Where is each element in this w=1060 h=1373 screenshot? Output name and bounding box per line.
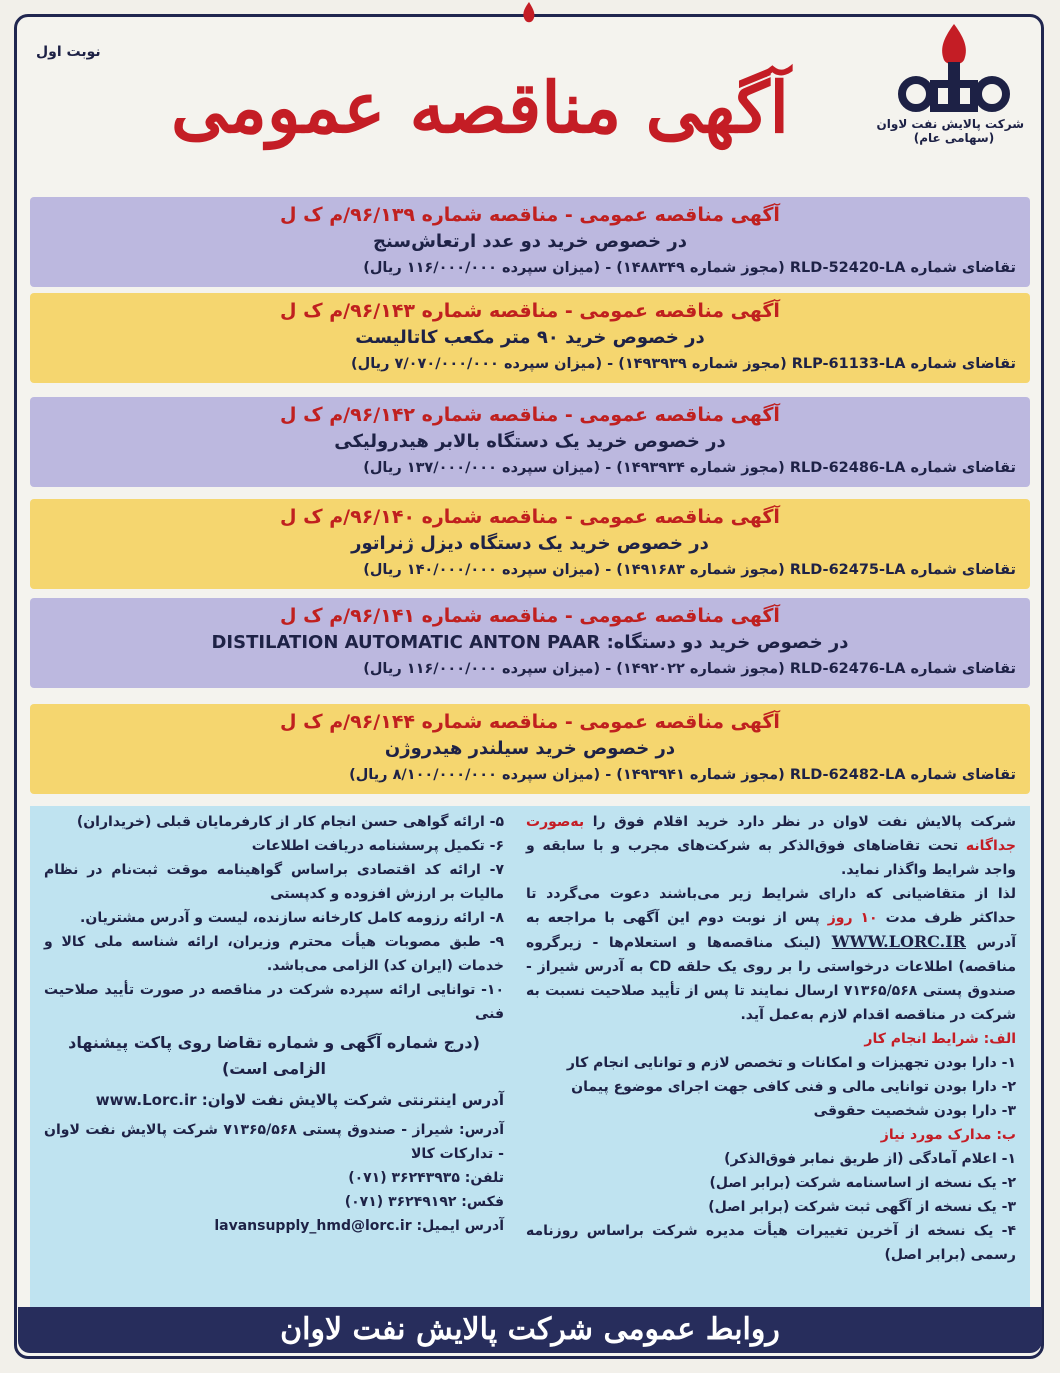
tender-block-139 xyxy=(30,197,1030,287)
fax-row xyxy=(44,1190,504,1214)
footer-banner: روابط عمومی شرکت پالایش نفت لاوان xyxy=(18,1307,1042,1353)
details-section xyxy=(30,806,1030,1311)
document-item: ۱- اعلام آمادگی (از طریق نمابر فوق‌الذکر) xyxy=(724,1151,1016,1167)
document-item: ۷- ارائه کد اقتصادی براساس گواهینامه موقت ثبت‌نام در نظام مالیات بر ارزش افزوده و کدپستی xyxy=(44,862,504,902)
tender-request: تقاضای شماره RLP-61133-LA (مجوز شماره ۱۴۹۳۹۳۹) - (میزان سپرده ۷/۰۷۰/۰۰۰/۰۰۰ ریال) xyxy=(351,356,1016,372)
phone-row xyxy=(44,1166,504,1190)
tender-request: تقاضای شماره RLD-62476-LA (مجوز شماره ۱۴۹۲۰۲۲) - (میزان سپرده ۱۱۶/۰۰۰/۰۰۰ ریال) xyxy=(363,661,1016,677)
intro-text: تحت تقاضاهای فوق‌الذکر به شرکت‌های مجرب و با سابقه و واجد شرایط واگذار نماید. xyxy=(526,838,1016,878)
phone-label: تلفن: xyxy=(464,1170,504,1186)
company-logo xyxy=(876,22,1024,145)
tender-block-142 xyxy=(30,397,1030,487)
details-right-column xyxy=(526,810,1016,1267)
details-left-column xyxy=(44,810,504,1238)
tender-heading: آگهی مناقصه عمومی - مناقصه شماره ۹۶/۱۴۳/م ک ل xyxy=(280,300,780,322)
tender-subject: در خصوص خرید یک دستگاه بالابر هیدرولیکی xyxy=(334,431,726,452)
company-type: (سهامی عام) xyxy=(913,131,995,145)
document-item: ۳- یک نسخه از آگهی ثبت شرکت (برابر اصل) xyxy=(708,1199,1016,1215)
tender-heading: آگهی مناقصه عمومی - مناقصه شماره ۹۶/۱۳۹/م ک ل xyxy=(280,204,780,226)
intro-text: شرکت پالایش نفت لاوان در نظر دارد خرید اقلام فوق را xyxy=(592,814,1016,830)
phone-value: ۳۶۲۴۳۹۳۵ (۰۷۱) xyxy=(348,1170,460,1186)
email-link[interactable]: lavansupply_hmd@lorc.ir xyxy=(214,1218,412,1234)
tender-request: تقاضای شماره RLD-62486-LA (مجوز شماره ۱۴۹۳۹۳۴) - (میزان سپرده ۱۳۷/۰۰۰/۰۰۰ ریال) xyxy=(363,460,1016,476)
internet-label: آدرس اینترنتی شرکت پالایش نفت لاوان: xyxy=(201,1091,504,1109)
invite-text: (لینک مناقصه‌ها و استعلام‌ها - زیرگروه مناقصه) اطلاعات درخواستی را بر روی یک حلقه CD به آدرس شیراز - صندوق پستی ۷۱۳۶۵/۵۶۸ ارسال نمایند تا پس از تأیید صلاحیت نسبت به شرکت در مناقصه اقدام لازم به‌عمل آید. xyxy=(526,935,1016,1023)
intro-paragraph xyxy=(526,810,1016,882)
flame-icon xyxy=(516,0,542,26)
fax-label: فکس: xyxy=(461,1194,504,1210)
round-label: نوبت اول xyxy=(36,44,101,60)
tender-heading: آگهی مناقصه عمومی - مناقصه شماره ۹۶/۱۴۲/م ک ل xyxy=(280,404,780,426)
tender-subject: در خصوص خرید سیلندر هیدروژن xyxy=(384,738,676,759)
document-item: ۱۰- توانایی ارائه سپرده شرکت در مناقصه در صورت تأیید صلاحیت فنی xyxy=(44,982,504,1022)
condition-item: ۱- دارا بودن تجهیزات و امکانات و تخصص لازم و توانایی انجام کار xyxy=(566,1055,1016,1071)
tender-heading: آگهی مناقصه عمومی - مناقصه شماره ۹۶/۱۴۱/م ک ل xyxy=(280,605,780,627)
tender-subject: در خصوص خرید یک دستگاه دیزل ژنراتور xyxy=(351,533,709,554)
tender-heading: آگهی مناقصه عمومی - مناقصه شماره ۹۶/۱۴۴/م ک ل xyxy=(280,711,780,733)
website-link[interactable]: WWW.LORC.IR xyxy=(831,932,966,951)
tender-heading: آگهی مناقصه عمومی - مناقصه شماره ۹۶/۱۴۰/م ک ل xyxy=(280,506,780,528)
document-item: ۵- ارائه گواهی حسن انجام کار از کارفرمایان قبلی (خریداران) xyxy=(76,814,504,830)
condition-item: ۲- دارا بودن توانایی مالی و فنی کافی جهت اجرای موضوع پیمان xyxy=(571,1079,1016,1095)
document-item: ۶- تکمیل پرسشنامه دریافت اطلاعات xyxy=(251,838,504,854)
email-label: آدرس ایمیل: xyxy=(416,1218,504,1234)
invite-text: لذا از متقاضیانی که دارای شرایط زیر می‌باشند دعوت می‌گردد تا حداکثر ظرف مدت xyxy=(526,886,1017,926)
conditions-title: الف: شرایط انجام کار xyxy=(864,1031,1016,1047)
tender-request: تقاضای شماره RLD-52420-LA (مجوز شماره ۱۴۸۸۳۴۹) - (میزان سپرده ۱۱۶/۰۰۰/۰۰۰ ریال) xyxy=(363,260,1016,276)
tender-subject: در خصوص خرید دو دستگاه: DISTILATION AUTOMATIC ANTON PAAR xyxy=(211,632,849,653)
postal-address: آدرس: شیراز - صندوق پستی ۷۱۳۶۵/۵۶۸ شرکت پالایش نفت لاوان - تدارکات کالا xyxy=(44,1122,505,1162)
deadline-days: ۱۰ روز xyxy=(827,910,878,926)
fax-value: ۳۶۲۴۹۱۹۲ (۰۷۱) xyxy=(344,1194,457,1210)
envelope-note: (درج شماره آگهی و شماره تقاضا روی پاکت پیشنهاد الزامی است) xyxy=(68,1033,480,1078)
document-item: ۸- ارائه رزومه کامل کارخانه سازنده، لیست و آدرس مشتریان. xyxy=(80,910,504,926)
internet-address xyxy=(44,1088,504,1112)
intro-emphasis: به‌صورت جداگانه xyxy=(526,814,1016,854)
tender-block-140 xyxy=(30,499,1030,589)
tender-block-144 xyxy=(30,704,1030,794)
internet-link[interactable]: www.Lorc.ir xyxy=(95,1091,197,1109)
tender-request: تقاضای شماره RLD-62482-LA (مجوز شماره ۱۴۹۳۹۴۱) - (میزان سپرده ۸/۱۰۰/۰۰۰/۰۰۰ ریال) xyxy=(349,767,1016,783)
tender-block-143 xyxy=(30,293,1030,383)
document-item: ۲- یک نسخه از اساسنامه شرکت (برابر اصل) xyxy=(709,1175,1016,1191)
tender-subject: در خصوص خرید ۹۰ متر مکعب کاتالیست xyxy=(355,327,705,348)
invite-paragraph xyxy=(526,882,1016,1027)
invite-text: پس از نوبت دوم این آگهی با مراجعه به آدرس xyxy=(526,910,1016,951)
condition-item: ۳- دارا بودن شخصیت حقوقی xyxy=(813,1103,1016,1119)
tender-subject: در خصوص خرید دو عدد ارتعاش‌سنج xyxy=(373,231,687,252)
document-item: ۴- یک نسخه از آخرین تغییرات هیأت مدیره شرکت براساس روزنامه رسمی (برابر اصل) xyxy=(526,1223,1016,1263)
documents-title: ب: مدارک مورد نیاز xyxy=(880,1127,1016,1143)
document-item: ۹- طبق مصوبات هیأت محترم وزیران، ارائه شناسه ملی کالا و خدمات (ایران کد) الزامی می‌باشد. xyxy=(44,934,504,974)
company-name: شرکت پالایش نفت لاوان xyxy=(876,117,1024,131)
tender-request: تقاضای شماره RLD-62475-LA (مجوز شماره ۱۴۹۱۶۸۳) - (میزان سپرده ۱۴۰/۰۰۰/۰۰۰ ریال) xyxy=(363,562,1016,578)
email-row xyxy=(44,1214,504,1238)
page-title: آگهی مناقصه عمومی xyxy=(170,66,789,149)
nioc-logo-icon xyxy=(894,22,1014,117)
tender-block-141 xyxy=(30,598,1030,688)
